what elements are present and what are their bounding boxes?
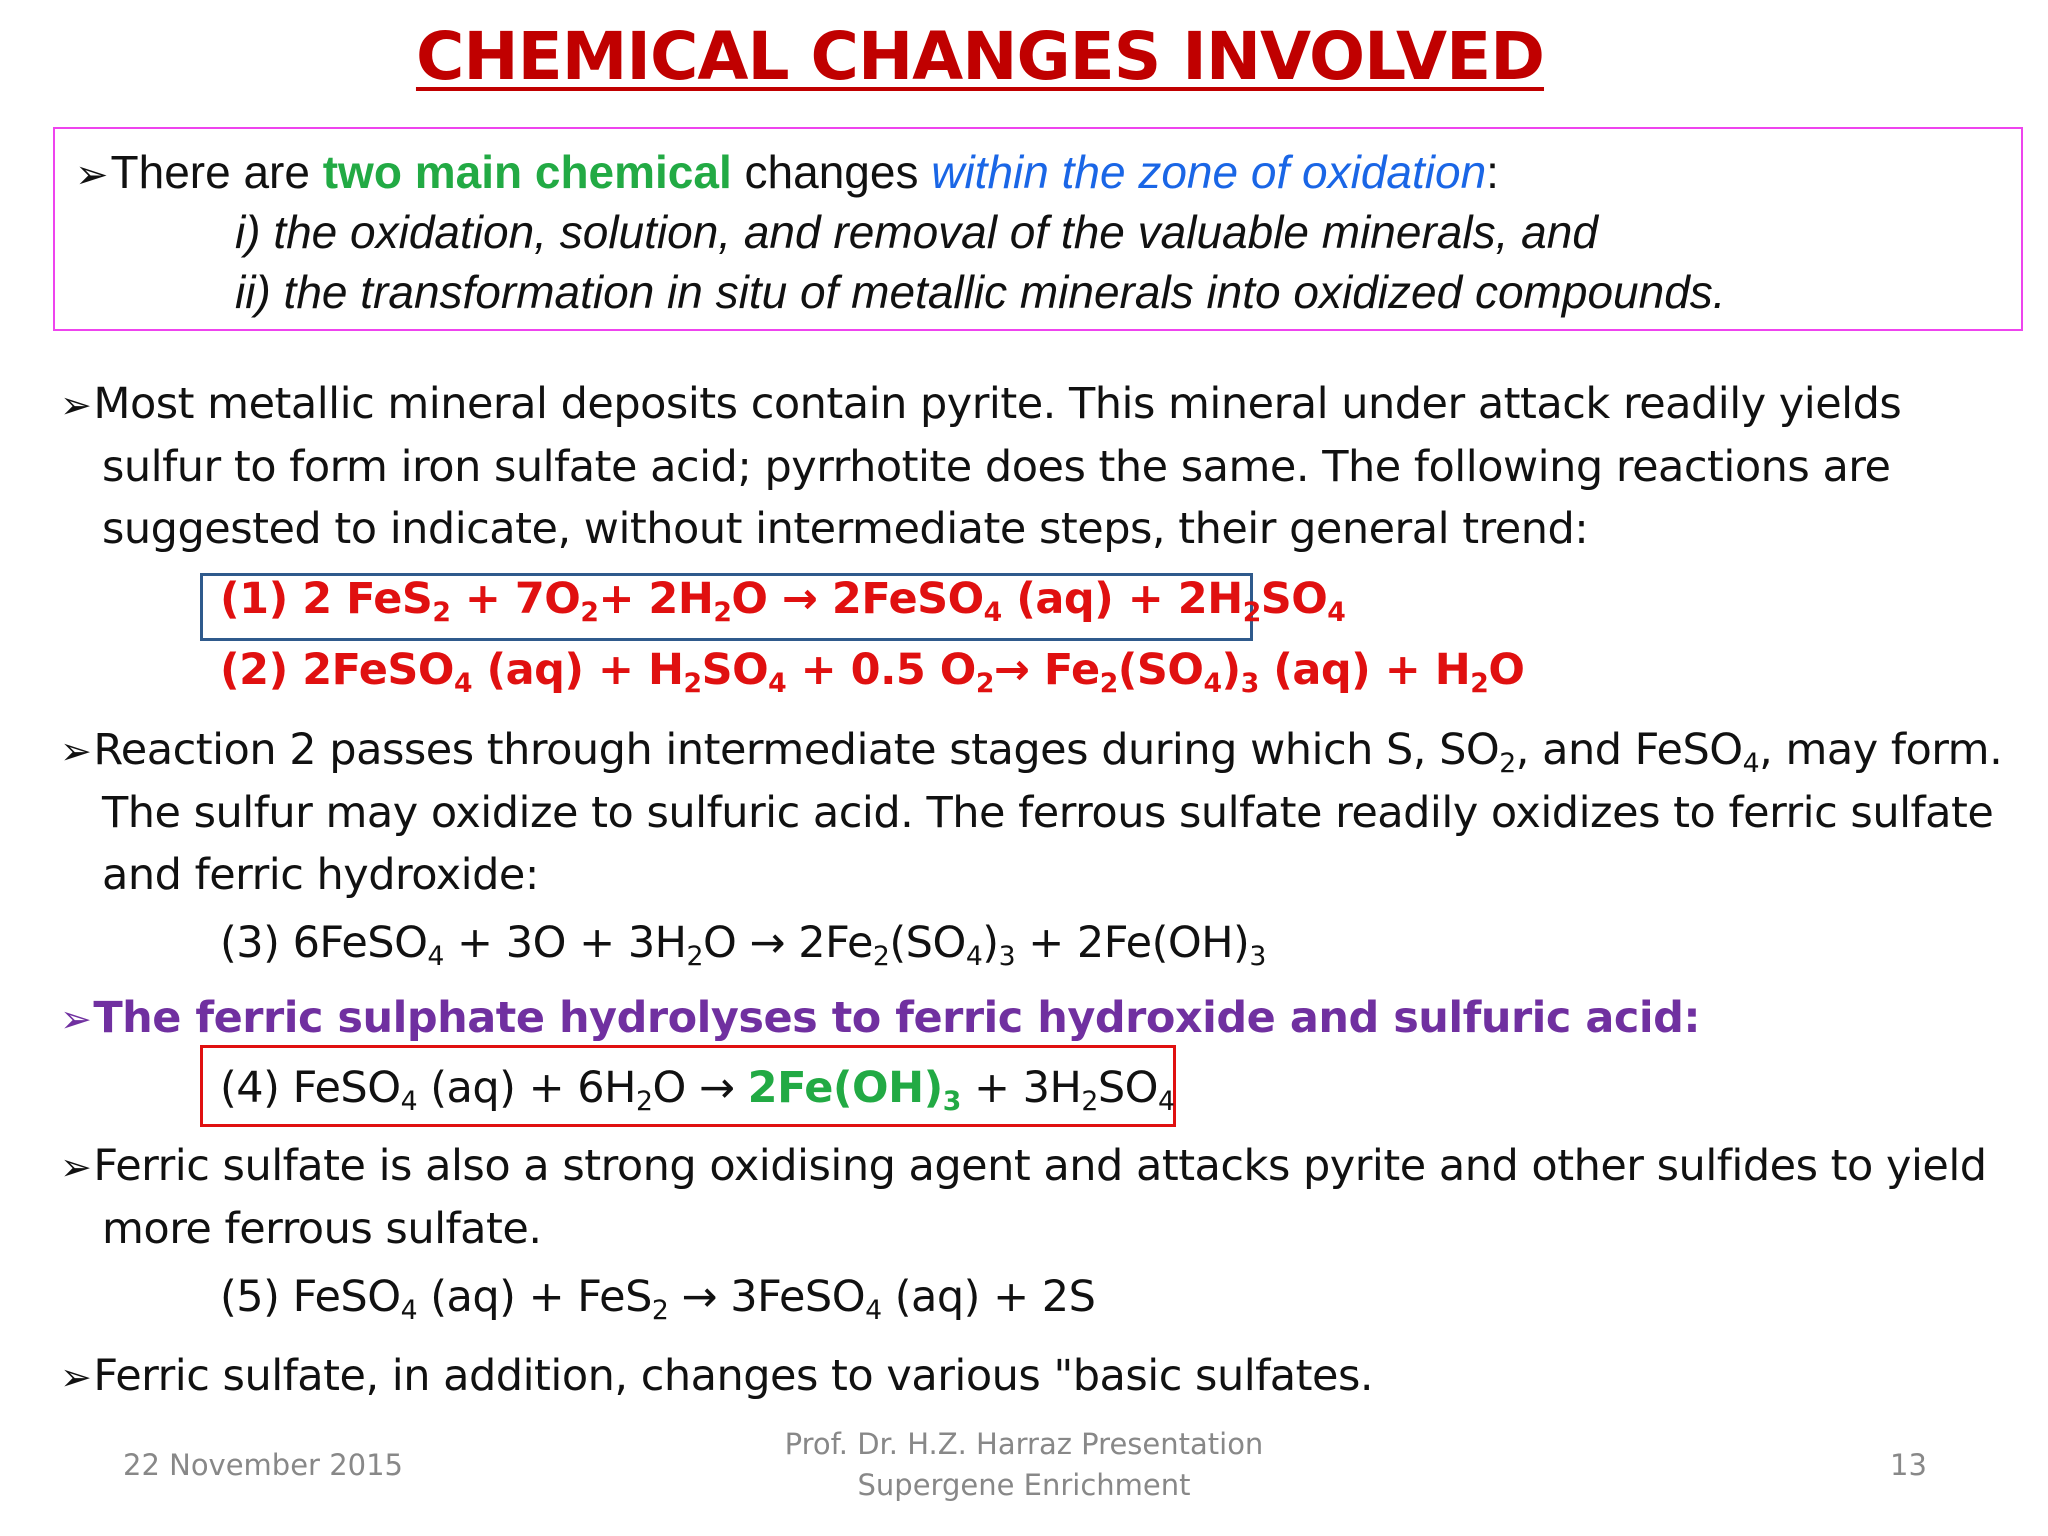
intro-line <box>75 145 1499 199</box>
footer-author: Prof. Dr. H.Z. Harraz Presentation <box>784 1427 1264 1461</box>
intro-zone: within the zone of oxidation <box>931 146 1487 198</box>
bullet-arrow-icon: ➢ <box>60 729 92 773</box>
footer-topic: Supergene Enrichment <box>857 1468 1191 1502</box>
para3-text: The ferric sulphate hydrolyses to ferric hydroxide and sulfuric acid: <box>93 993 1701 1043</box>
intro-item-1: i) the oxidation, solution, and removal of the valuable minerals, and <box>235 206 1598 258</box>
para4-line1: Ferric sulfate is also a strong oxidising agent and attacks pyrite and other sulfides to yield <box>93 1141 1987 1191</box>
footer-date: 22 November 2015 <box>123 1448 404 1482</box>
intro-mid: changes <box>731 146 932 198</box>
page-number: 13 <box>1890 1448 1927 1482</box>
intro-highlight: two main chemical <box>322 146 732 198</box>
bullet-arrow-icon: ➢ <box>60 383 92 427</box>
footer-credit <box>724 1424 1324 1506</box>
para2-line1: Reaction 2 passes through intermediate stages during which S, $SO_2$, and FeSO$_4$, may form. <box>93 725 2003 779</box>
paragraph-oxidising-agent <box>60 1135 2020 1260</box>
intro-box <box>53 127 2023 331</box>
slide-title: CHEMICAL CHANGES INVOLVED <box>415 18 1545 95</box>
intro-item-2: ii) the transformation in situ of metallic minerals into oxidized compounds. <box>235 266 1726 318</box>
paragraph-basic-sulfates <box>60 1345 2020 1408</box>
intro-pre: There are <box>110 146 323 198</box>
equation-5: (5) FeSO$_4$ (aq) + FeS$_2$ → 3FeSO$_4$ (aq) + 2S <box>220 1272 1096 1326</box>
intro-post: : <box>1486 146 1499 198</box>
bullet-arrow-icon: ➢ <box>60 1355 92 1399</box>
bullet-arrow-icon: ➢ <box>60 1145 92 1189</box>
equation-4: (4) FeSO$_4$ $(aq) + 6H_2O \to 2Fe(OH)_3 + 3H_2SO_4$ <box>220 1063 1175 1117</box>
ferric-hydroxide-highlight: $2Fe(OH)_3$ <box>747 1063 961 1117</box>
bullet-arrow-icon: ➢ <box>60 997 92 1041</box>
para5-text: Ferric sulfate, in addition, changes to various "basic sulfates. <box>93 1351 1374 1401</box>
paragraph-reaction-2 <box>60 719 2020 906</box>
paragraph-hydrolysis <box>60 987 2020 1050</box>
equation-3: (3) 6FeSO$_4$ + $3O + 3H_2O \to 2Fe_2(SO_4)_3 + 2Fe(OH)_3$ <box>220 918 1266 972</box>
bullet-arrow-icon: ➢ <box>75 152 109 198</box>
paragraph-pyrite <box>60 373 2020 560</box>
para1-line3: suggested to indicate, without intermediate steps, their general trend: <box>102 504 1589 554</box>
para1-line1: Most metallic mineral deposits contain pyrite. This mineral under attack readily yields <box>93 379 1902 429</box>
equation-2: (2) 2FeSO$_4$ $(aq) + H_2SO_4 + 0.5$ $O_2\to Fe_2(SO_4)_3$ $(aq) + H_2O$ <box>220 645 1525 699</box>
para2-line3: and ferric hydroxide: <box>102 850 539 900</box>
para2-line2: The sulfur may oxidize to sulfuric acid. The ferrous sulfate readily oxidizes to ferric sulfate <box>102 788 1994 838</box>
equation-1: (1) 2 $FeS_2 + 7O_2+ 2H_2O$ → 2FeSO$_4$ $(aq) + 2H_2SO_4$ <box>220 574 1346 628</box>
para4-line2: more ferrous sulfate. <box>102 1204 542 1254</box>
para1-line2: sulfur to form iron sulfate acid; pyrrhotite does the same. The following reactions are <box>102 442 1891 492</box>
